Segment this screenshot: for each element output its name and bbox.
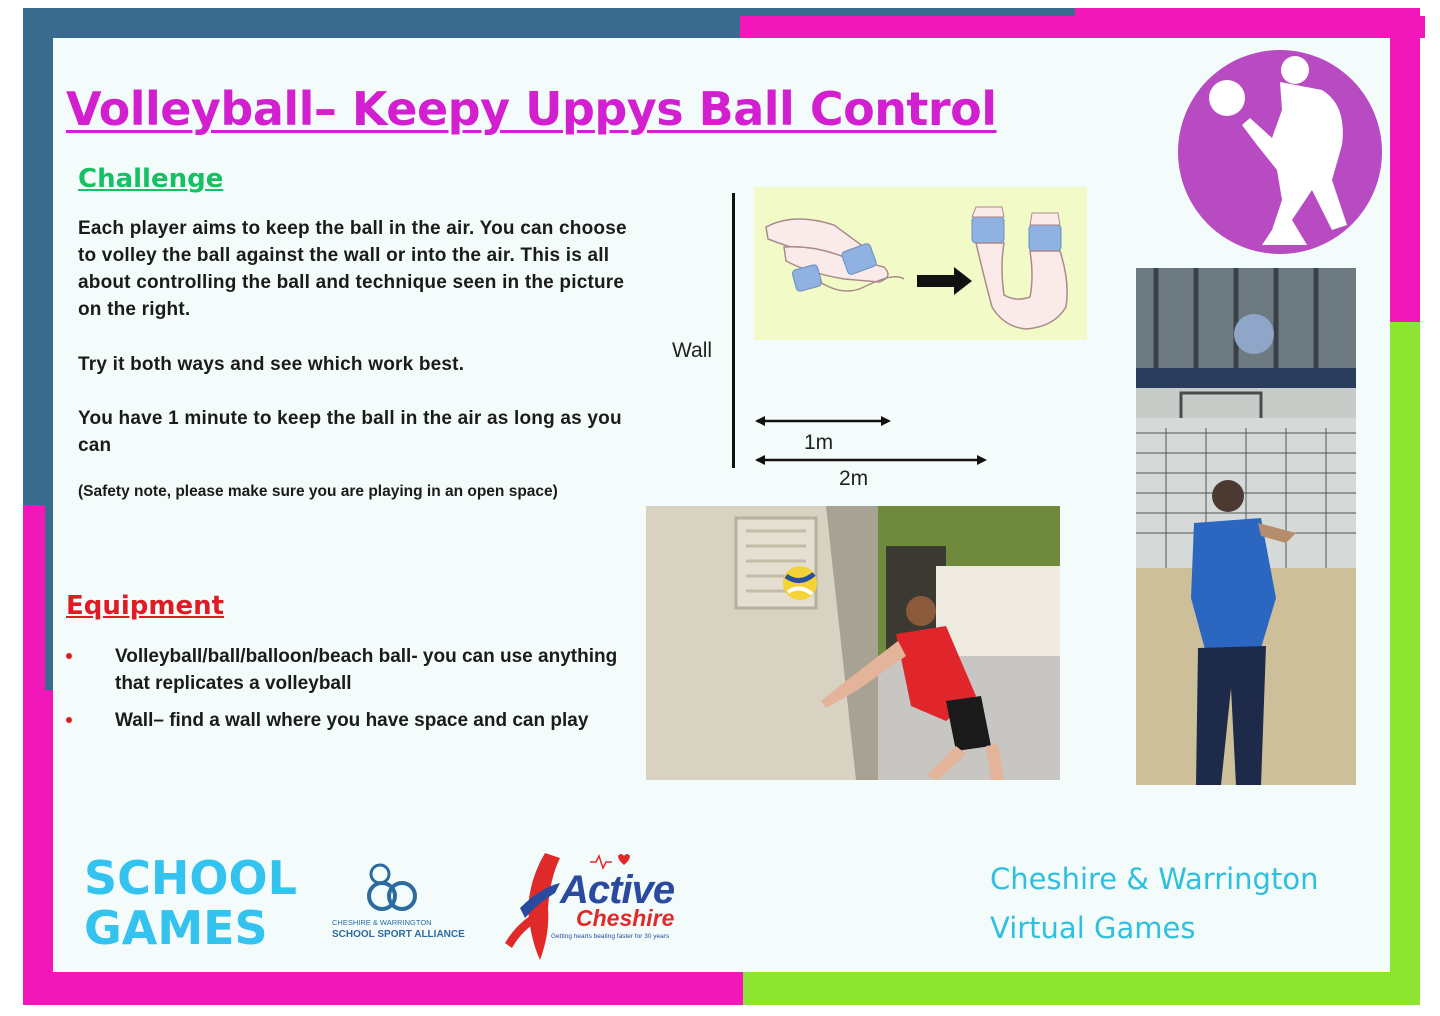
bullet-icon bbox=[66, 717, 72, 723]
school-games-logo-line1: SCHOOL bbox=[84, 851, 297, 905]
page-title: Volleyball– Keepy Uppys Ball Control bbox=[66, 82, 997, 136]
school-games-logo-drawing bbox=[80, 848, 310, 948]
footer-line: Cheshire & Warrington bbox=[990, 862, 1319, 896]
hands-technique-drawing bbox=[754, 187, 1087, 340]
frame-band-blue bbox=[23, 8, 53, 508]
active-logo-word: Active bbox=[560, 868, 675, 912]
distance-arrow-1m bbox=[755, 416, 891, 426]
challenge-heading: Challenge bbox=[78, 164, 224, 194]
equipment-heading: Equipment bbox=[66, 591, 225, 621]
distance-arrow-2m bbox=[755, 455, 987, 465]
ssa-logo-text: CHESHIRE & WARRINGTON bbox=[332, 918, 432, 927]
distance-label-2m: 2m bbox=[839, 467, 869, 490]
frame-band-pink bbox=[23, 972, 743, 1005]
equipment-item-text: Volleyball/ball/balloon/beach ball- you can use anything that replicates a volleyball bbox=[115, 646, 618, 694]
active-cheshire-tagline: Getting hearts beating faster for 30 years bbox=[551, 933, 670, 940]
distance-label-1m: 1m bbox=[804, 431, 834, 454]
equipment-list-item bbox=[66, 707, 646, 734]
challenge-paragraph: Each player aims to keep the ball in the air. You can choose to volley the ball against the wall or into the air. This is all about controlling the ball and technique seen in the picture on the right. bbox=[78, 218, 627, 320]
wall-label: Wall bbox=[672, 339, 713, 362]
challenge-paragraph: You have 1 minute to keep the ball in the air as long as you can bbox=[78, 408, 622, 456]
frame-band-blue bbox=[45, 500, 53, 690]
distance-arrows bbox=[745, 405, 1005, 475]
hands-technique-illustration bbox=[754, 187, 1087, 340]
footer-line: Virtual Games bbox=[990, 911, 1196, 945]
wall-volley-photo-drawing bbox=[646, 506, 1060, 780]
wall-volley-photo bbox=[646, 506, 1060, 780]
ssa-logo-drawing bbox=[330, 860, 460, 920]
gym-volley-photo-drawing bbox=[1136, 268, 1356, 785]
volleyball-player-icon bbox=[1172, 50, 1382, 255]
school-games-logo-line2: GAMES bbox=[84, 901, 268, 948]
safety-note: (Safety note, please make sure you are playing in an open space) bbox=[78, 483, 558, 500]
frame-band-green bbox=[1390, 322, 1420, 1005]
volleyball-player-logo bbox=[1172, 50, 1382, 255]
cheshire-logo-word: Cheshire bbox=[576, 905, 675, 931]
bullet-icon bbox=[66, 653, 72, 659]
equipment-item-text: Wall– find a wall where you have space and can play bbox=[115, 710, 589, 731]
gym-volley-photo bbox=[1136, 268, 1356, 785]
frame-band-pink bbox=[740, 16, 1425, 38]
school-games-logo bbox=[80, 848, 310, 948]
wall-line bbox=[732, 193, 735, 468]
equipment-list-item bbox=[66, 643, 646, 697]
ssa-logo-text: SCHOOL SPORT ALLIANCE bbox=[332, 929, 465, 940]
challenge-paragraph: Try it both ways and see which work best. bbox=[78, 354, 465, 375]
